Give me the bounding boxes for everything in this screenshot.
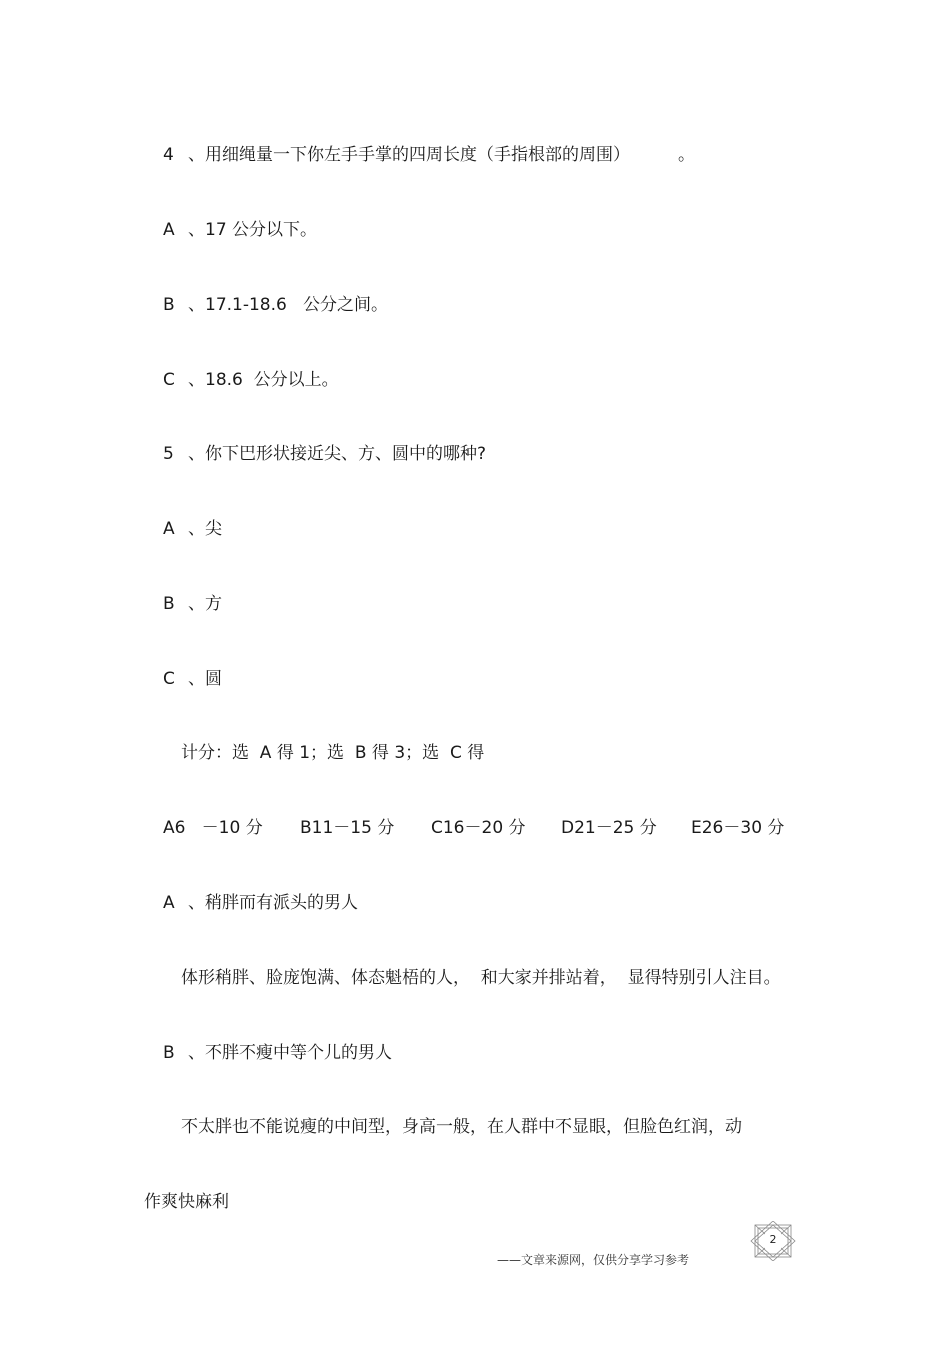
- question-4-text: 、用细绳量一下你左手手掌的四周长度（手指根部的周围）: [188, 145, 630, 165]
- q4-option-c-letter: C: [163, 370, 175, 390]
- result-a-description: 体形稍胖、脸庞饱满、体态魁梧的人， 和大家并排站着， 显得特别引人注目。: [181, 968, 781, 988]
- result-a-letter: A: [163, 893, 175, 913]
- result-b-description: 不太胖也不能说瘦的中间型，身高一般，在人群中不显眼，但脸色红润，动: [181, 1117, 742, 1137]
- q5-option-a-letter: A: [163, 519, 175, 539]
- result-a-title: 、稍胖而有派头的男人: [188, 893, 358, 913]
- question-4-end-mark: 。: [678, 145, 695, 165]
- score-range-e: E26－30 分: [691, 818, 785, 838]
- question-4-number: 4: [163, 145, 174, 165]
- q4-option-a-text: 、17 公分以下。: [188, 220, 318, 240]
- question-5-text: 、你下巴形状接近尖、方、圆中的哪种?: [188, 444, 487, 464]
- result-b-description-continued: 作爽快麻利: [144, 1192, 229, 1212]
- footer-source-note: ——文章来源网，仅供分享学习参考: [497, 1253, 690, 1267]
- score-range-d: D21－25 分: [561, 818, 657, 838]
- result-b-letter: B: [163, 1043, 175, 1063]
- q4-option-b-text: 、17.1-18.6 公分之间。: [188, 295, 389, 315]
- page-number-badge: [749, 1221, 797, 1261]
- q4-option-a-letter: A: [163, 220, 175, 240]
- result-b-title: 、不胖不瘦中等个儿的男人: [188, 1043, 392, 1063]
- score-range-a: A6 －10 分: [163, 818, 263, 838]
- q4-option-b-letter: B: [163, 295, 175, 315]
- q5-option-c-text: 、圆: [188, 669, 222, 689]
- q5-option-a-text: 、尖: [188, 519, 222, 539]
- score-range-c: C16－20 分: [431, 818, 526, 838]
- question-5-number: 5: [163, 444, 174, 464]
- scoring-rule: 计分：选 A 得 1；选 B 得 3；选 C 得: [181, 743, 485, 763]
- q4-option-c-text: 、18.6 公分以上。: [188, 370, 339, 390]
- page-number: 2: [769, 1233, 777, 1246]
- score-range-b: B11－15 分: [300, 818, 395, 838]
- q5-option-b-letter: B: [163, 594, 175, 614]
- q5-option-c-letter: C: [163, 669, 175, 689]
- q5-option-b-text: 、方: [188, 594, 222, 614]
